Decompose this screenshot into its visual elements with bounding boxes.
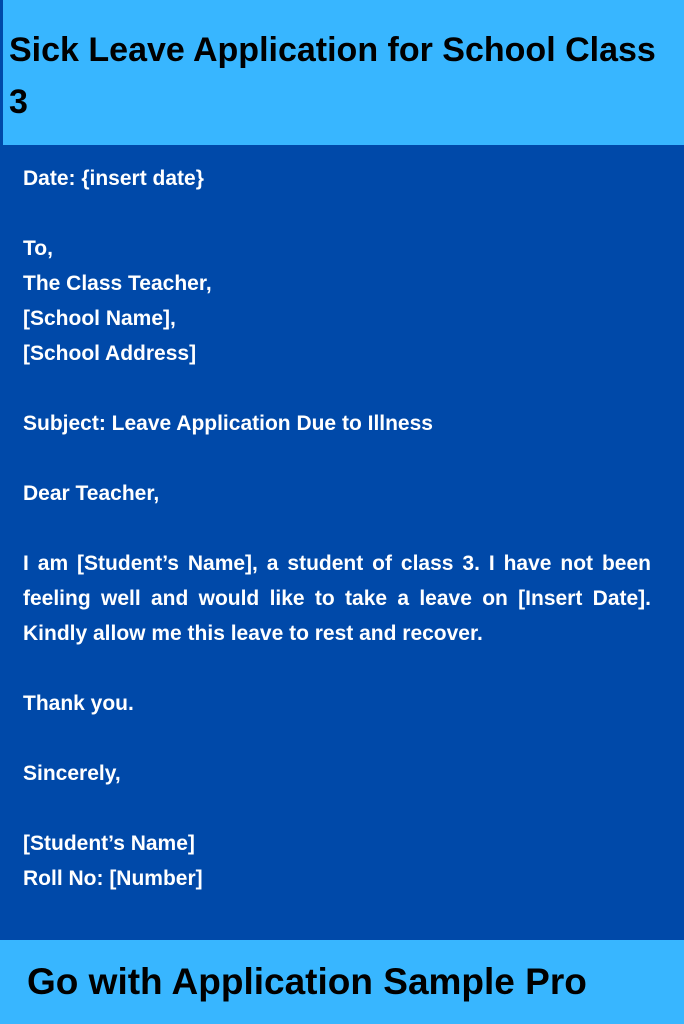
thanks-line: Thank you. [23,692,134,715]
spacer [23,511,651,546]
to-line: To, [23,237,53,260]
spacer [23,371,651,406]
letter-body [23,161,651,896]
recipient-line: The Class Teacher, [23,272,212,295]
footer-brand-text: Go with Application Sample Pro [27,961,587,1002]
closing-line: Sincerely, [23,762,121,785]
spacer [23,721,651,756]
spacer [23,441,651,476]
page-title: Sick Leave Application for School Class 3 [9,31,656,121]
school-address-line: [School Address] [23,342,197,365]
spacer [23,791,651,826]
body-paragraph: I am [Student’s Name], a student of class 3. I have not been feeling well and would like to take a leave on [Insert Date]. Kindly allow me this leave to rest and recover. [23,552,651,645]
roll-no-line: Roll No: [Number] [23,867,203,890]
student-name-line: [Student’s Name] [23,832,195,855]
date-line: Date: {insert date} [23,167,204,190]
salutation-line: Dear Teacher, [23,482,160,505]
footer-banner [0,940,684,1024]
subject-line: Subject: Leave Application Due to Illness [23,412,433,435]
spacer [23,651,651,686]
title-banner [0,0,684,145]
spacer [23,196,651,231]
letter-panel [0,145,684,940]
school-name-line: [School Name], [23,307,176,330]
